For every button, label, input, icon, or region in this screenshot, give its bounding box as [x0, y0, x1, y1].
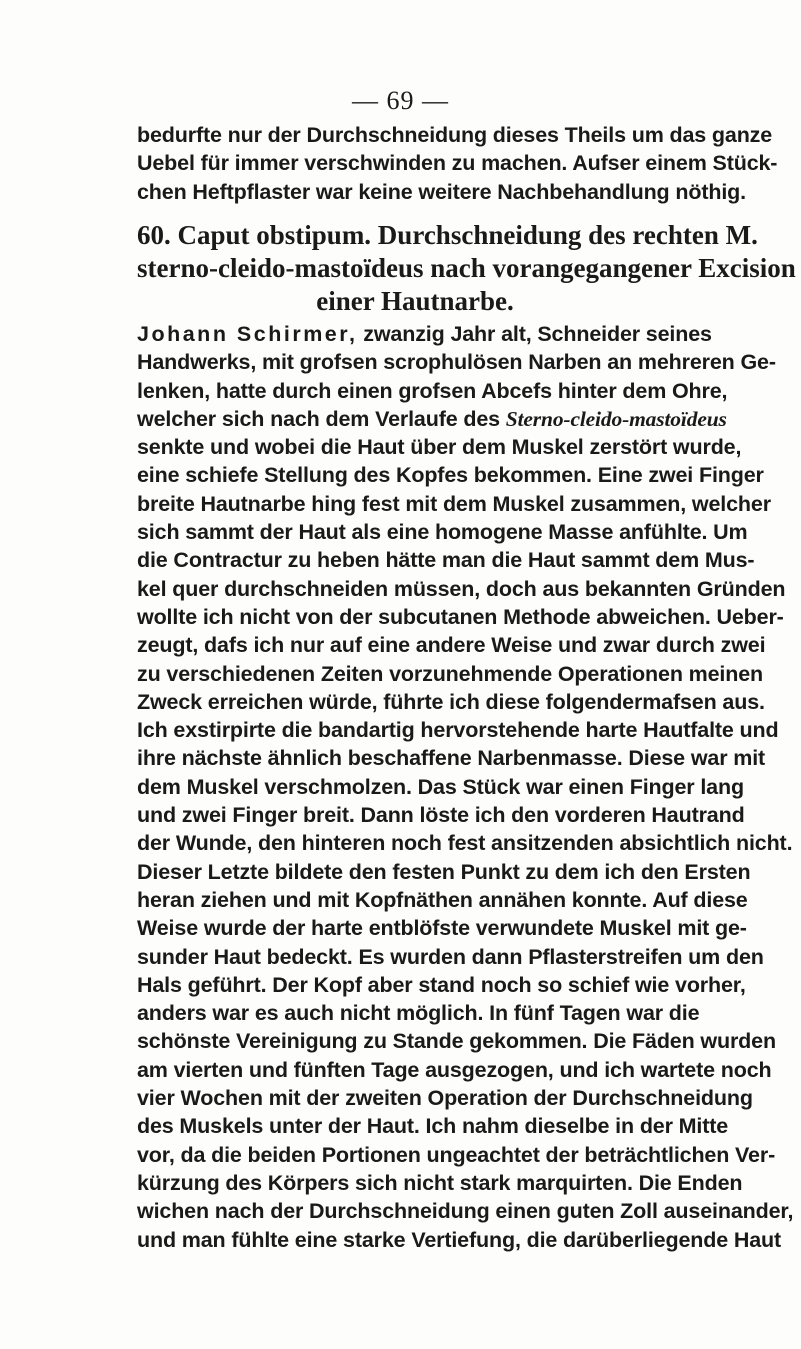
text-line: senkte und wobei die Haut über dem Muskel zerstört wurde, [137, 435, 742, 460]
text-line: des Muskels unter der Haut. Ich nahm dieselbe in der Mitte [137, 1114, 729, 1139]
page-number: — 69 — [352, 86, 449, 115]
text-line: dem Muskel verschmolzen. Das Stück war einen Finger lang [137, 774, 744, 799]
text-line: kürzung des Körpers sich nicht stark marquirten. Die Enden [137, 1170, 743, 1195]
text-line: lenken, hatte durch einen grofsen Abcefs hinter dem Ohre, [137, 378, 728, 403]
text-line: kel quer durchschneiden müssen, doch aus bekannten Gründen [137, 576, 786, 601]
text-line: vier Wochen mit der zweiten Operation der Durchschneidung [137, 1086, 753, 1111]
intro-paragraph [137, 121, 778, 206]
text-line: sich sammt der Haut als eine homogene Masse anfühlte. Um [137, 520, 748, 545]
text-line: die Contractur zu heben hätte man die Haut sammt dem Mus- [137, 548, 755, 573]
text-line: bedurfte nur der Durchschneidung dieses Theils um das ganze [137, 123, 773, 147]
heading-line: sterno-cleido-mastoïdeus nach vorangegangener Excision [137, 253, 796, 283]
text-line: heran ziehen und mit Kopfnäthen annähen konnte. Auf diese [137, 887, 748, 912]
text-fragment: welcher sich nach dem Verlaufe des [137, 406, 506, 431]
text-line: eine schiefe Stellung des Kopfes bekommen. Eine zwei Finger [137, 463, 764, 488]
text-line [137, 320, 712, 348]
text-line: breite Hautnarbe hing fest mit dem Muskel zusammen, welcher [137, 491, 771, 516]
body-paragraph [137, 320, 794, 1254]
text-line: am vierten und fünften Tage ausgezogen, und ich wartete noch [137, 1057, 772, 1082]
text-line [137, 405, 727, 433]
text-line: zeugt, dafs ich nur auf eine andere Weise und zwar durch zwei [137, 633, 766, 658]
text-line: vor, da die beiden Portionen ungeachtet der beträchtlichen Ver- [137, 1142, 776, 1167]
person-name: Johann Schirmer, [137, 322, 358, 346]
text-line: Weise wurde der harte entblöfste verwundete Muskel mit ge- [137, 916, 747, 941]
text-line: wichen nach der Durchschneidung einen guten Zoll auseinander, [137, 1199, 794, 1224]
text-line: zu verschiedenen Zeiten vorzunehmende Operationen meinen [137, 661, 763, 686]
text-line: Ich exstirpirte die bandartig hervorstehende harte Hautfalte und [137, 718, 779, 743]
heading-line: 60. Caput obstipum. Durchschneidung des rechten M. [137, 220, 758, 250]
text-line: Hals geführt. Der Kopf aber stand noch so schief wie vorher, [137, 972, 746, 997]
text-fragment: zwanzig Jahr alt, Schneider seines [357, 322, 712, 346]
text-line: schönste Vereinigung zu Stande gekommen. Die Fäden wurden [137, 1029, 776, 1054]
text-line: ihre nächste ähnlich beschaffene Narbenmasse. Diese war mit [137, 746, 766, 771]
text-line: Zweck erreichen würde, führte ich diese folgendermafsen aus. [137, 689, 765, 714]
text-line: wollte ich nicht von der subcutanen Methode abweichen. Ueber- [137, 604, 784, 629]
text-line: anders war es auch nicht möglich. In fünf Tagen war die [137, 1001, 700, 1026]
text-line: Dieser Letzte bildete den festen Punkt zu dem ich den Ersten [137, 859, 751, 884]
muscle-term: Sterno-cleido-mastoïdeus [505, 406, 727, 431]
text-line: sunder Haut bedeckt. Es wurden dann Pflasterstreifen um den [137, 944, 764, 969]
text-line: chen Heftpflaster war keine weitere Nachbehandlung nöthig. [137, 179, 746, 204]
heading-line: einer Hautnarbe. [316, 286, 514, 316]
text-line: Handwerks, mit grofsen scrophulösen Narben an mehreren Ge- [137, 350, 776, 375]
text-line: und man fühlte eine starke Vertiefung, die darüberliegende Haut [137, 1227, 782, 1252]
section-heading [137, 219, 796, 318]
text-line: Uebel für immer verschwinden zu machen. Aufser einem Stück- [137, 151, 778, 176]
text-line: der Wunde, den hinteren noch fest ansitzenden absichtlich nicht. [137, 831, 793, 856]
text-line: und zwei Finger breit. Dann löste ich den vorderen Hautrand [137, 803, 745, 828]
